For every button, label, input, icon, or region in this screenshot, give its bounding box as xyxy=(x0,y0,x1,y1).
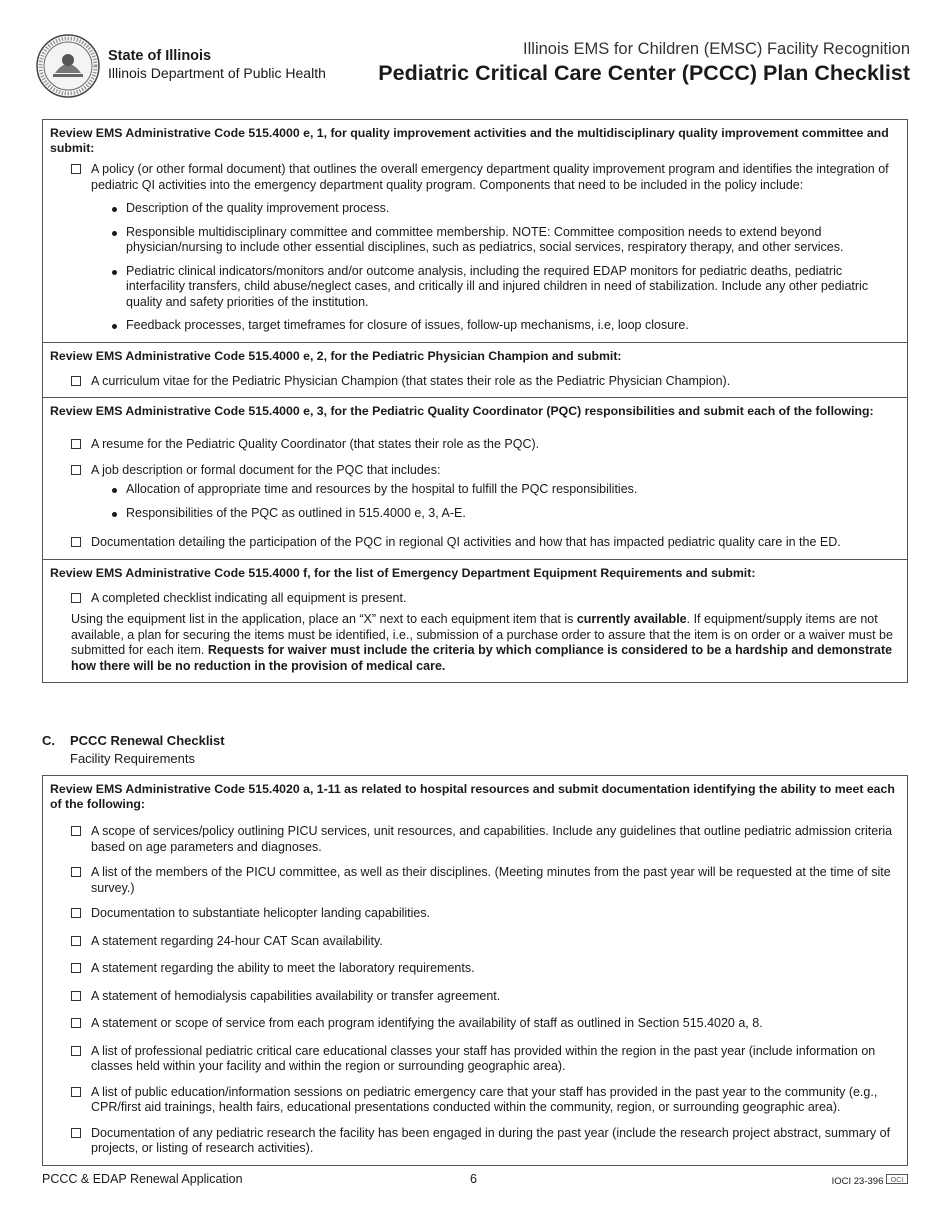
document-title: Pediatric Critical Care Center (PCCC) Plan Checklist xyxy=(378,61,910,85)
item-text: A statement regarding the ability to meet the laboratory requirements. xyxy=(91,961,475,975)
bullet-item xyxy=(50,201,900,217)
checkbox[interactable] xyxy=(71,465,81,475)
checkbox[interactable] xyxy=(71,593,81,603)
item-text: A statement or scope of service from each program identifying the availability of staff as outlined in Section 515.4020 a, 8. xyxy=(91,1016,763,1030)
checklist-item xyxy=(50,1016,900,1032)
page-header xyxy=(30,30,910,110)
section-heading: Review EMS Administrative Code 515.4000 e, 1, for quality improvement activities and the multidisciplinary quality improvement committee and submit: xyxy=(50,126,889,155)
section-equipment xyxy=(43,559,907,683)
section-c-header xyxy=(42,732,225,768)
item-text: A statement of hemodialysis capabilities availability or transfer agreement. xyxy=(91,988,501,1003)
checkbox[interactable] xyxy=(71,991,81,1001)
org-line2: Illinois Department of Public Health xyxy=(108,65,326,81)
item-text: A list of professional pediatric critical care educational classes your staff has provided within the region in the past year (include information on classes held within your facility and within the region or surrounding geographic area). xyxy=(91,1043,876,1073)
section-quality-coordinator xyxy=(43,397,907,559)
bullet-item xyxy=(50,506,900,522)
checklist-item xyxy=(50,906,900,922)
checklist-item xyxy=(50,437,900,453)
checklist-item xyxy=(50,463,900,479)
bullet-item xyxy=(50,264,900,311)
checklist-item xyxy=(50,865,900,896)
bullet-icon xyxy=(112,488,117,493)
checklist-item xyxy=(50,374,900,390)
checkbox[interactable] xyxy=(71,1128,81,1138)
checklist-box-2 xyxy=(42,775,908,1166)
item-text: A scope of services/policy outlining PICU services, unit resources, and capabilities. Include any guidelines that outline pediatric admission criteria based on age parameters and diagnoses. xyxy=(91,824,893,854)
item-text: Documentation of any pediatric research the facility has been engaged in during the past year (include the research project abstract, summary of projects, or listing of research activities). xyxy=(91,1125,891,1155)
note-emphasis: currently available xyxy=(576,612,687,626)
bullet-icon xyxy=(112,207,117,212)
checklist-item xyxy=(50,162,900,193)
checkbox[interactable] xyxy=(71,826,81,836)
item-text: A policy (or other formal document) that outlines the overall emergency department quality improvement program and identifies the integration of pediatric QI activities into the emergency department quality program. Components that need to be included in the policy include: xyxy=(91,162,889,192)
item-text: A curriculum vitae for the Pediatric Physician Champion (that states their role as the Pediatric Physician Champion). xyxy=(91,373,731,388)
item-text: Documentation detailing the participation of the PQC in regional QI activities and how that has impacted pediatric quality care in the ED. xyxy=(91,535,841,549)
checkbox[interactable] xyxy=(71,1046,81,1056)
bullet-text: Responsible multidisciplinary committee and committee membership. NOTE: Committee composition needs to extend beyond physician/nursing to include other essential disciplines, such as pediatrics, social services, respiratory therapy, and other services. xyxy=(126,224,844,254)
section-title: PCCC Renewal Checklist xyxy=(70,733,225,748)
printer-logo-icon xyxy=(886,1174,908,1184)
section-heading: Review EMS Administrative Code 515.4000 e, 3, for the Pediatric Quality Coordinator (PQC) responsibilities and submit each of the following: xyxy=(50,404,874,418)
bullet-item xyxy=(50,318,900,334)
bullet-item xyxy=(50,225,900,256)
checklist-item xyxy=(50,535,900,551)
checklist-item xyxy=(50,934,900,950)
department-name xyxy=(108,48,326,82)
bullet-text: Responsibilities of the PQC as outlined in 515.4000 e, 3, A-E. xyxy=(126,505,466,520)
checkbox[interactable] xyxy=(71,376,81,386)
document-title-block xyxy=(378,40,910,86)
item-text: A list of the members of the PICU committee, as well as their disciplines. (Meeting minutes from the past year will be requested at the time of site survey.) xyxy=(91,865,891,895)
section-heading: Review EMS Administrative Code 515.4000 e, 2, for the Pediatric Physician Champion and submit: xyxy=(50,348,622,363)
item-text: Documentation to substantiate helicopter landing capabilities. xyxy=(91,906,431,920)
bullet-icon xyxy=(112,324,117,329)
footer-form-code xyxy=(832,1174,908,1187)
checkbox[interactable] xyxy=(71,1018,81,1028)
bullet-text: Feedback processes, target timeframes for closure of issues, follow-up mechanisms, i.e, loop closure. xyxy=(126,318,689,332)
bullet-icon xyxy=(112,270,117,275)
section-quality-improvement xyxy=(43,120,907,342)
checklist-item xyxy=(50,1085,900,1116)
item-text: A statement regarding 24-hour CAT Scan availability. xyxy=(91,933,383,948)
section-subtitle: Facility Requirements xyxy=(70,751,195,766)
note-text: . If equipment/supply items are not available, a plan for securing the items must be identified, i.e., submission of a purchase order to assure that the item is on order or a waiver must be submitted for each item. xyxy=(71,612,893,657)
equipment-note xyxy=(50,612,900,674)
item-text: A job description or formal document for the PQC that includes: xyxy=(91,462,441,477)
checklist-item xyxy=(50,989,900,1005)
item-text: A completed checklist indicating all equipment is present. xyxy=(91,590,407,605)
bullet-text: Allocation of appropriate time and resources by the hospital to fulfill the PQC responsibilities. xyxy=(126,482,638,496)
bullet-icon xyxy=(112,512,117,517)
checkbox[interactable] xyxy=(71,1087,81,1097)
section-facility-requirements xyxy=(43,776,907,1165)
section-heading: Review EMS Administrative Code 515.4020 a, 1-11 as related to hospital resources and submit documentation identifying the ability to meet each of the following: xyxy=(50,782,895,811)
checklist-item xyxy=(50,1126,900,1157)
form-code-text: IOCI 23-396 xyxy=(831,1176,884,1187)
bullet-icon xyxy=(112,231,117,236)
state-seal-icon xyxy=(35,33,101,99)
section-physician-champion xyxy=(43,342,907,398)
page-number: 6 xyxy=(470,1172,477,1186)
section-heading: Review EMS Administrative Code 515.4000 f, for the list of Emergency Department Equipment Requirements and submit: xyxy=(50,565,756,580)
org-line1: State of Illinois xyxy=(108,48,212,64)
checkbox[interactable] xyxy=(71,867,81,877)
checklist-item xyxy=(50,824,900,855)
checklist-item xyxy=(50,1044,900,1075)
bullet-text: Pediatric clinical indicators/monitors and/or outcome analysis, including the required EDAP monitors for pediatric deaths, pediatric interfacility transfers, child abuse/neglect cases, and critically ill and injured children in need of stabilization. Include any other pediatric quality and safety priorities of the institution. xyxy=(126,263,869,309)
bullet-text: Description of the quality improvement process. xyxy=(126,201,390,215)
checkbox[interactable] xyxy=(71,936,81,946)
checklist-item xyxy=(50,591,900,607)
checklist-item xyxy=(50,961,900,977)
checkbox[interactable] xyxy=(71,164,81,174)
document-subtitle: Illinois EMS for Children (EMSC) Facility Recognition xyxy=(523,40,910,58)
svg-text:OCI: OCI xyxy=(890,1177,904,1184)
checklist-box-1 xyxy=(42,119,908,683)
checkbox[interactable] xyxy=(71,439,81,449)
note-emphasis: Requests for waiver must include the criteria by which compliance is considered to be a hardship and demonstrate how there will be no reduction in the provision of medical care. xyxy=(71,643,893,673)
checkbox[interactable] xyxy=(71,908,81,918)
note-text: Using the equipment list in the application, place an “X” next to each equipment item that is xyxy=(71,612,577,626)
section-letter: C. xyxy=(42,733,55,748)
checkbox[interactable] xyxy=(71,963,81,973)
bullet-item xyxy=(50,482,900,498)
checkbox[interactable] xyxy=(71,537,81,547)
footer-form-name: PCCC & EDAP Renewal Application xyxy=(42,1172,243,1186)
item-text: A list of public education/information sessions on pediatric emergency care that your staff has provided in the past year to the community (e.g., CPR/first aid trainings, health fairs, educational presentations conducted within the community, region, or surrounding geographic area). xyxy=(91,1084,878,1114)
item-text: A resume for the Pediatric Quality Coordinator (that states their role as the PQC). xyxy=(91,437,540,451)
